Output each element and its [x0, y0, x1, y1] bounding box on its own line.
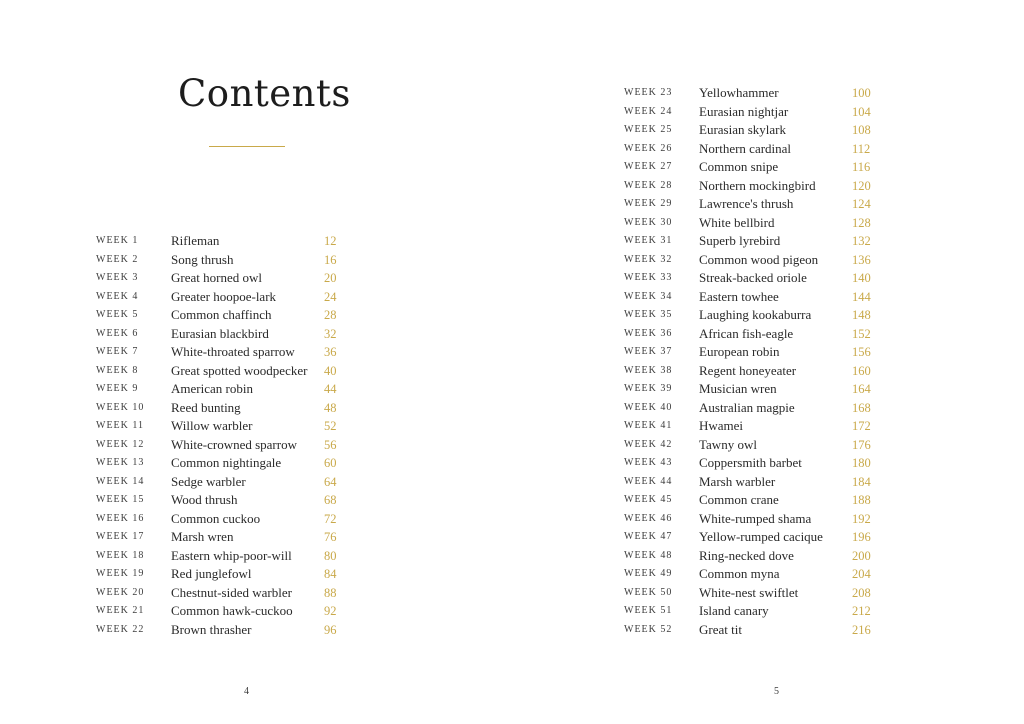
toc-entry[interactable] [96, 380, 356, 399]
page-ref: 132 [852, 234, 871, 248]
toc-entry[interactable] [624, 158, 884, 177]
week-label: WEEK 51 [624, 605, 673, 616]
page-ref: 108 [852, 123, 871, 137]
toc-entry[interactable] [96, 251, 356, 270]
bird-name: Ring-necked dove [699, 547, 794, 563]
page-ref: 196 [852, 530, 871, 544]
bird-name: Brown thrasher [171, 621, 252, 637]
toc-entry[interactable] [624, 436, 884, 455]
toc-entry[interactable] [624, 362, 884, 381]
week-label: WEEK 11 [96, 420, 145, 431]
contents-list-left [96, 232, 356, 639]
page-ref: 188 [852, 493, 871, 507]
week-label: WEEK 52 [624, 623, 673, 635]
page-number-left: 4 [244, 686, 249, 697]
page-ref: 36 [324, 345, 337, 359]
bird-name: Rifleman [171, 233, 220, 248]
week-label: WEEK 29 [624, 198, 673, 209]
bird-name: White bellbird [699, 214, 775, 230]
toc-entry[interactable] [96, 325, 356, 344]
page-ref: 84 [324, 567, 337, 581]
bird-name: White-rumped shama [699, 510, 812, 526]
week-label: WEEK 39 [624, 383, 673, 394]
bird-name: Yellowhammer [699, 85, 779, 100]
bird-name: Common chaffinch [171, 307, 272, 322]
bird-name: Eurasian nightjar [699, 103, 789, 119]
page-ref: 200 [852, 548, 871, 563]
week-label: WEEK 34 [624, 290, 673, 302]
page-ref: 68 [324, 493, 337, 507]
bird-name: Song thrush [171, 251, 234, 267]
bird-name: Northern mockingbird [699, 177, 816, 193]
bird-name: Common hawk-cuckoo [171, 603, 293, 618]
week-label: WEEK 43 [624, 457, 673, 468]
week-label: WEEK 30 [624, 216, 673, 228]
toc-entry[interactable] [624, 584, 884, 603]
page-ref: 176 [852, 437, 871, 452]
week-label: WEEK 48 [624, 549, 673, 561]
bird-name: White-nest swiftlet [699, 584, 799, 600]
page-ref: 216 [852, 622, 871, 637]
bird-name: Willow warbler [171, 418, 253, 433]
toc-entry[interactable] [624, 140, 884, 159]
bird-name: American robin [171, 381, 253, 396]
page-ref: 204 [852, 567, 871, 581]
bird-name: Hwamei [699, 418, 744, 433]
week-label: WEEK 23 [624, 87, 673, 98]
page-ref: 172 [852, 419, 871, 433]
toc-entry[interactable] [624, 565, 884, 584]
toc-entry[interactable] [624, 177, 884, 196]
toc-entry[interactable] [96, 491, 356, 510]
week-label: WEEK 7 [96, 346, 139, 357]
page-ref: 92 [324, 604, 337, 618]
toc-entry[interactable] [96, 288, 356, 307]
page-ref: 96 [324, 622, 337, 637]
toc-entry[interactable] [624, 454, 884, 473]
toc-entry[interactable] [624, 251, 884, 270]
toc-entry[interactable] [96, 565, 356, 584]
bird-name: Chestnut-sided warbler [171, 584, 292, 600]
page-ref: 136 [852, 252, 871, 267]
right-page [512, 0, 1024, 724]
bird-name: Lawrence's thrush [699, 196, 794, 211]
bird-name: Great spotted woodpecker [171, 362, 308, 378]
bird-name: European robin [699, 344, 780, 359]
page-ref: 160 [852, 363, 871, 378]
toc-entry[interactable] [96, 343, 356, 362]
page-ref: 212 [852, 604, 871, 618]
toc-entry[interactable] [624, 214, 884, 233]
week-label: WEEK 9 [96, 383, 139, 394]
week-label: WEEK 35 [624, 309, 673, 320]
bird-name: Northern cardinal [699, 140, 792, 156]
toc-entry[interactable] [96, 473, 356, 492]
page-ref: 148 [852, 308, 871, 322]
bird-name: Common snipe [699, 159, 779, 174]
toc-entry[interactable] [624, 288, 884, 307]
page-ref: 104 [852, 104, 871, 119]
bird-name: Island canary [699, 603, 769, 618]
toc-entry[interactable] [96, 306, 356, 325]
toc-entry[interactable] [96, 436, 356, 455]
toc-entry[interactable] [96, 269, 356, 288]
bird-name: Eastern towhee [699, 288, 779, 304]
toc-entry[interactable] [624, 232, 884, 251]
bird-name: Greater hoopoe-lark [171, 288, 277, 304]
bird-name: Eastern whip-poor-will [171, 547, 292, 563]
page-ref: 184 [852, 474, 871, 489]
week-label: WEEK 33 [624, 272, 673, 283]
week-label: WEEK 40 [624, 401, 673, 413]
page-ref: 20 [324, 271, 337, 285]
week-label: WEEK 42 [624, 438, 673, 450]
bird-name: Eurasian blackbird [171, 325, 269, 341]
week-label: WEEK 46 [624, 512, 673, 524]
week-label: WEEK 19 [96, 568, 145, 579]
bird-name: Great horned owl [171, 270, 262, 285]
week-label: WEEK 21 [96, 605, 145, 616]
page-ref: 24 [324, 289, 337, 304]
page-ref: 40 [324, 363, 337, 378]
week-label: WEEK 32 [624, 253, 673, 265]
bird-name: Australian magpie [699, 399, 795, 415]
week-label: WEEK 25 [624, 124, 673, 135]
toc-entry[interactable] [624, 325, 884, 344]
week-label: WEEK 13 [96, 457, 145, 468]
toc-entry[interactable] [624, 510, 884, 529]
toc-entry[interactable] [624, 380, 884, 399]
week-label: WEEK 5 [96, 309, 139, 320]
bird-name: White-throated sparrow [171, 344, 295, 359]
bird-name: Common nightingale [171, 455, 282, 470]
week-label: WEEK 47 [624, 531, 673, 542]
bird-name: Regent honeyeater [699, 362, 797, 378]
toc-entry[interactable] [96, 454, 356, 473]
page-ref: 164 [852, 382, 871, 396]
page-ref: 144 [852, 289, 871, 304]
week-label: WEEK 24 [624, 105, 673, 117]
toc-entry[interactable] [624, 528, 884, 547]
week-label: WEEK 36 [624, 327, 673, 339]
bird-name: African fish-eagle [699, 325, 794, 341]
week-label: WEEK 1 [96, 235, 139, 246]
toc-entry[interactable] [624, 103, 884, 122]
toc-entry[interactable] [624, 491, 884, 510]
toc-entry[interactable] [96, 602, 356, 621]
page-title: Contents [178, 72, 351, 115]
week-label: WEEK 28 [624, 179, 673, 191]
page-ref: 88 [324, 585, 337, 600]
bird-name: Common cuckoo [171, 510, 261, 526]
week-label: WEEK 31 [624, 235, 673, 246]
toc-entry[interactable] [624, 306, 884, 325]
toc-entry[interactable] [96, 621, 356, 640]
week-label: WEEK 27 [624, 161, 673, 172]
week-label: WEEK 41 [624, 420, 673, 431]
bird-name: Yellow-rumped cacique [699, 529, 823, 544]
week-label: WEEK 26 [624, 142, 673, 154]
page-ref: 60 [324, 456, 337, 470]
toc-entry[interactable] [624, 195, 884, 214]
toc-entry[interactable] [624, 417, 884, 436]
title-divider [209, 146, 285, 147]
page-ref: 116 [852, 160, 871, 174]
toc-entry[interactable] [624, 84, 884, 103]
bird-name: Great tit [699, 621, 742, 637]
week-label: WEEK 8 [96, 364, 139, 376]
toc-entry[interactable] [96, 417, 356, 436]
page-ref: 140 [852, 271, 871, 285]
page-ref: 76 [324, 530, 337, 544]
toc-entry[interactable] [96, 232, 356, 251]
page-ref: 64 [324, 474, 337, 489]
bird-name: Common wood pigeon [699, 251, 819, 267]
week-label: WEEK 49 [624, 568, 673, 579]
week-label: WEEK 3 [96, 272, 139, 283]
toc-entry[interactable] [96, 528, 356, 547]
page-ref: 80 [324, 548, 337, 563]
page-ref: 120 [852, 178, 871, 193]
week-label: WEEK 16 [96, 512, 145, 524]
contents-list-right [624, 84, 884, 639]
bird-name: Tawny owl [699, 436, 757, 452]
week-label: WEEK 18 [96, 549, 145, 561]
bird-name: Superb lyrebird [699, 233, 781, 248]
bird-name: White-crowned sparrow [171, 436, 297, 452]
page-ref: 56 [324, 437, 337, 452]
bird-name: Streak-backed oriole [699, 270, 807, 285]
page-ref: 112 [852, 141, 871, 156]
page-ref: 52 [324, 419, 337, 433]
page-ref: 72 [324, 511, 337, 526]
bird-name: Reed bunting [171, 399, 241, 415]
bird-name: Wood thrush [171, 492, 238, 507]
bird-name: Laughing kookaburra [699, 307, 812, 322]
toc-entry[interactable] [624, 473, 884, 492]
page-ref: 16 [324, 252, 337, 267]
week-label: WEEK 20 [96, 586, 145, 598]
page-ref: 168 [852, 400, 871, 415]
toc-entry[interactable] [96, 547, 356, 566]
week-label: WEEK 37 [624, 346, 673, 357]
toc-entry[interactable] [96, 584, 356, 603]
bird-name: Musician wren [699, 381, 777, 396]
page-ref: 44 [324, 382, 337, 396]
toc-entry[interactable] [624, 121, 884, 140]
toc-entry[interactable] [624, 269, 884, 288]
bird-name: Coppersmith barbet [699, 455, 802, 470]
toc-entry[interactable] [624, 343, 884, 362]
week-label: WEEK 12 [96, 438, 145, 450]
page-number-right: 5 [774, 686, 779, 697]
page-ref: 32 [324, 326, 337, 341]
bird-name: Eurasian skylark [699, 122, 787, 137]
bird-name: Marsh warbler [699, 473, 776, 489]
week-label: WEEK 22 [96, 623, 145, 635]
bird-name: Marsh wren [171, 529, 234, 544]
toc-entry[interactable] [96, 362, 356, 381]
week-label: WEEK 2 [96, 253, 139, 265]
week-label: WEEK 50 [624, 586, 673, 598]
bird-name: Common crane [699, 492, 779, 507]
toc-entry[interactable] [96, 510, 356, 529]
week-label: WEEK 38 [624, 364, 673, 376]
page-ref: 124 [852, 197, 871, 211]
page-ref: 156 [852, 345, 871, 359]
week-label: WEEK 44 [624, 475, 673, 487]
page-ref: 28 [324, 308, 337, 322]
week-label: WEEK 4 [96, 290, 139, 302]
page-ref: 48 [324, 400, 337, 415]
bird-name: Sedge warbler [171, 473, 246, 489]
week-label: WEEK 15 [96, 494, 145, 505]
page-ref: 192 [852, 511, 871, 526]
toc-entry[interactable] [96, 399, 356, 418]
toc-entry[interactable] [624, 621, 884, 640]
bird-name: Red junglefowl [171, 566, 252, 581]
toc-entry[interactable] [624, 602, 884, 621]
week-label: WEEK 45 [624, 494, 673, 505]
page-ref: 12 [324, 234, 337, 248]
page-ref: 100 [852, 86, 871, 100]
page-ref: 180 [852, 456, 871, 470]
page-ref: 208 [852, 585, 871, 600]
week-label: WEEK 10 [96, 401, 145, 413]
toc-entry[interactable] [624, 547, 884, 566]
page-ref: 152 [852, 326, 871, 341]
week-label: WEEK 14 [96, 475, 145, 487]
toc-entry[interactable] [624, 399, 884, 418]
week-label: WEEK 17 [96, 531, 145, 542]
bird-name: Common myna [699, 566, 780, 581]
week-label: WEEK 6 [96, 327, 139, 339]
page-ref: 128 [852, 215, 871, 230]
